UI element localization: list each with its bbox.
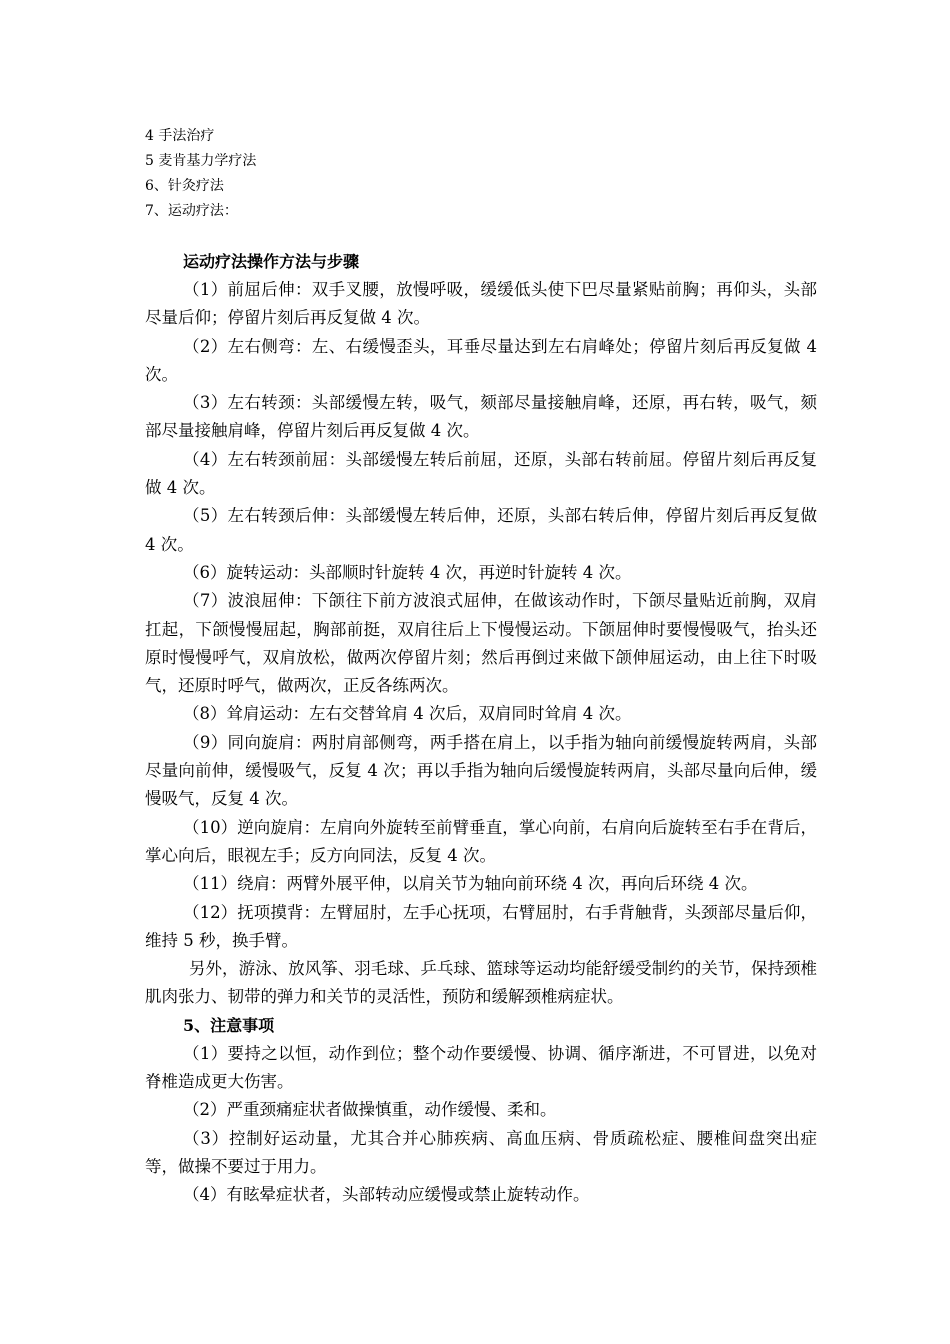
list-item: 7、运动疗法： [145, 203, 238, 219]
step-paragraph: （4）左右转颈前屈：头部缓慢左转后前屈，还原，头部右转前屈。停留片刻后再反复做 4 次。 [145, 449, 817, 498]
list-item: 4 手法治疗 [145, 128, 215, 144]
step-paragraph: （8）耸肩运动：左右交替耸肩 4 次后，双肩同时耸肩 4 次。 [183, 704, 632, 724]
section-title: 运动疗法操作方法与步骤 [183, 252, 360, 271]
note-paragraph: （2）严重颈痛症状者做操慎重，动作缓慢、柔和。 [183, 1100, 557, 1120]
step-paragraph: （2）左右侧弯：左、右缓慢歪头，耳垂尽量达到左右肩峰处；停留片刻后再反复做 4 次。 [145, 336, 817, 384]
main-content [145, 248, 817, 1210]
step-paragraph: （11）绕肩：两臂外展平伸，以肩关节为轴向前环绕 4 次，再向后环绕 4 次。 [183, 874, 758, 894]
note-paragraph: （1）要持之以恒，动作到位；整个动作要缓慢、协调、循序渐进，不可冒进，以免对脊椎造成更大伤害。 [145, 1043, 817, 1092]
list-item: 5 麦肯基力学疗法 [145, 153, 257, 169]
step-paragraph: （5）左右转颈后伸：头部缓慢左转后伸，还原，头部右转后伸，停留片刻后再反复做 4 次。 [145, 506, 817, 554]
step-paragraph: （6）旋转运动：头部顺时针旋转 4 次，再逆时针旋转 4 次。 [183, 562, 632, 582]
step-paragraph: （3）左右转颈：头部缓慢左转，吸气，颏部尽量接触肩峰，还原，再右转，吸气，颏部尽量接触肩峰，停留片刻后再反复做 4 次。 [145, 393, 817, 441]
step-paragraph: （12）抚项摸背：左臂屈肘，左手心抚项，右臂屈肘，右手背触背，头颈部尽量后仰，维持 5 秒，换手臂。 [145, 902, 817, 950]
note-paragraph: （4）有眩晕症状者，头部转动应缓慢或禁止旋转动作。 [183, 1185, 590, 1205]
step-paragraph: （7）波浪屈伸：下颌往下前方波浪式屈伸，在做该动作时，下颌尽量贴近前胸，双肩扛起，下颌慢慢屈起，胸部前挺，双肩往后上下慢慢运动。下颌屈伸时要慢慢吸气，抬头还原时慢慢呼气，双肩放松，做两次停留片刻；然后再倒过来做下颌伸屈运动，由上往下时吸气，还原时呼气，做两次，正反各练两次。 [145, 591, 817, 696]
note-paragraph: （3）控制好运动量，尤其合并心肺疾病、高血压病、骨质疏松症、腰椎间盘突出症等，做操不要过于用力。 [145, 1128, 817, 1176]
step-paragraph: （10）逆向旋肩：左肩向外旋转至前臂垂直，掌心向前，右肩向后旋转至右手在背后，掌心向后，眼视左手；反方向同法，反复 4 次。 [145, 817, 817, 865]
closing-paragraph: 另外，游泳、放风筝、羽毛球、乒乓球、篮球等运动均能舒缓受制约的关节，保持颈椎肌肉张力、韧带的弹力和关节的灵活性，预防和缓解颈椎病症状。 [145, 959, 817, 1007]
step-paragraph: （9）同向旋肩：两肘肩部侧弯，两手搭在肩上，以手指为轴向前缓慢旋转两肩，头部尽量向前伸，缓慢吸气，反复 4 次；再以手指为轴向后缓慢旋转两肩，头部尽量向后伸，缓慢吸气，反复 4 次。 [145, 732, 817, 809]
step-paragraph: （1）前屈后伸：双手叉腰，放慢呼吸，缓缓低头使下巴尽量紧贴前胸；再仰头，头部尽量后仰；停留片刻后再反复做 4 次。 [145, 280, 817, 328]
list-item: 6、针灸疗法 [145, 178, 224, 194]
notes-title: 5、注意事项 [183, 1015, 275, 1035]
treatment-list [145, 124, 805, 224]
